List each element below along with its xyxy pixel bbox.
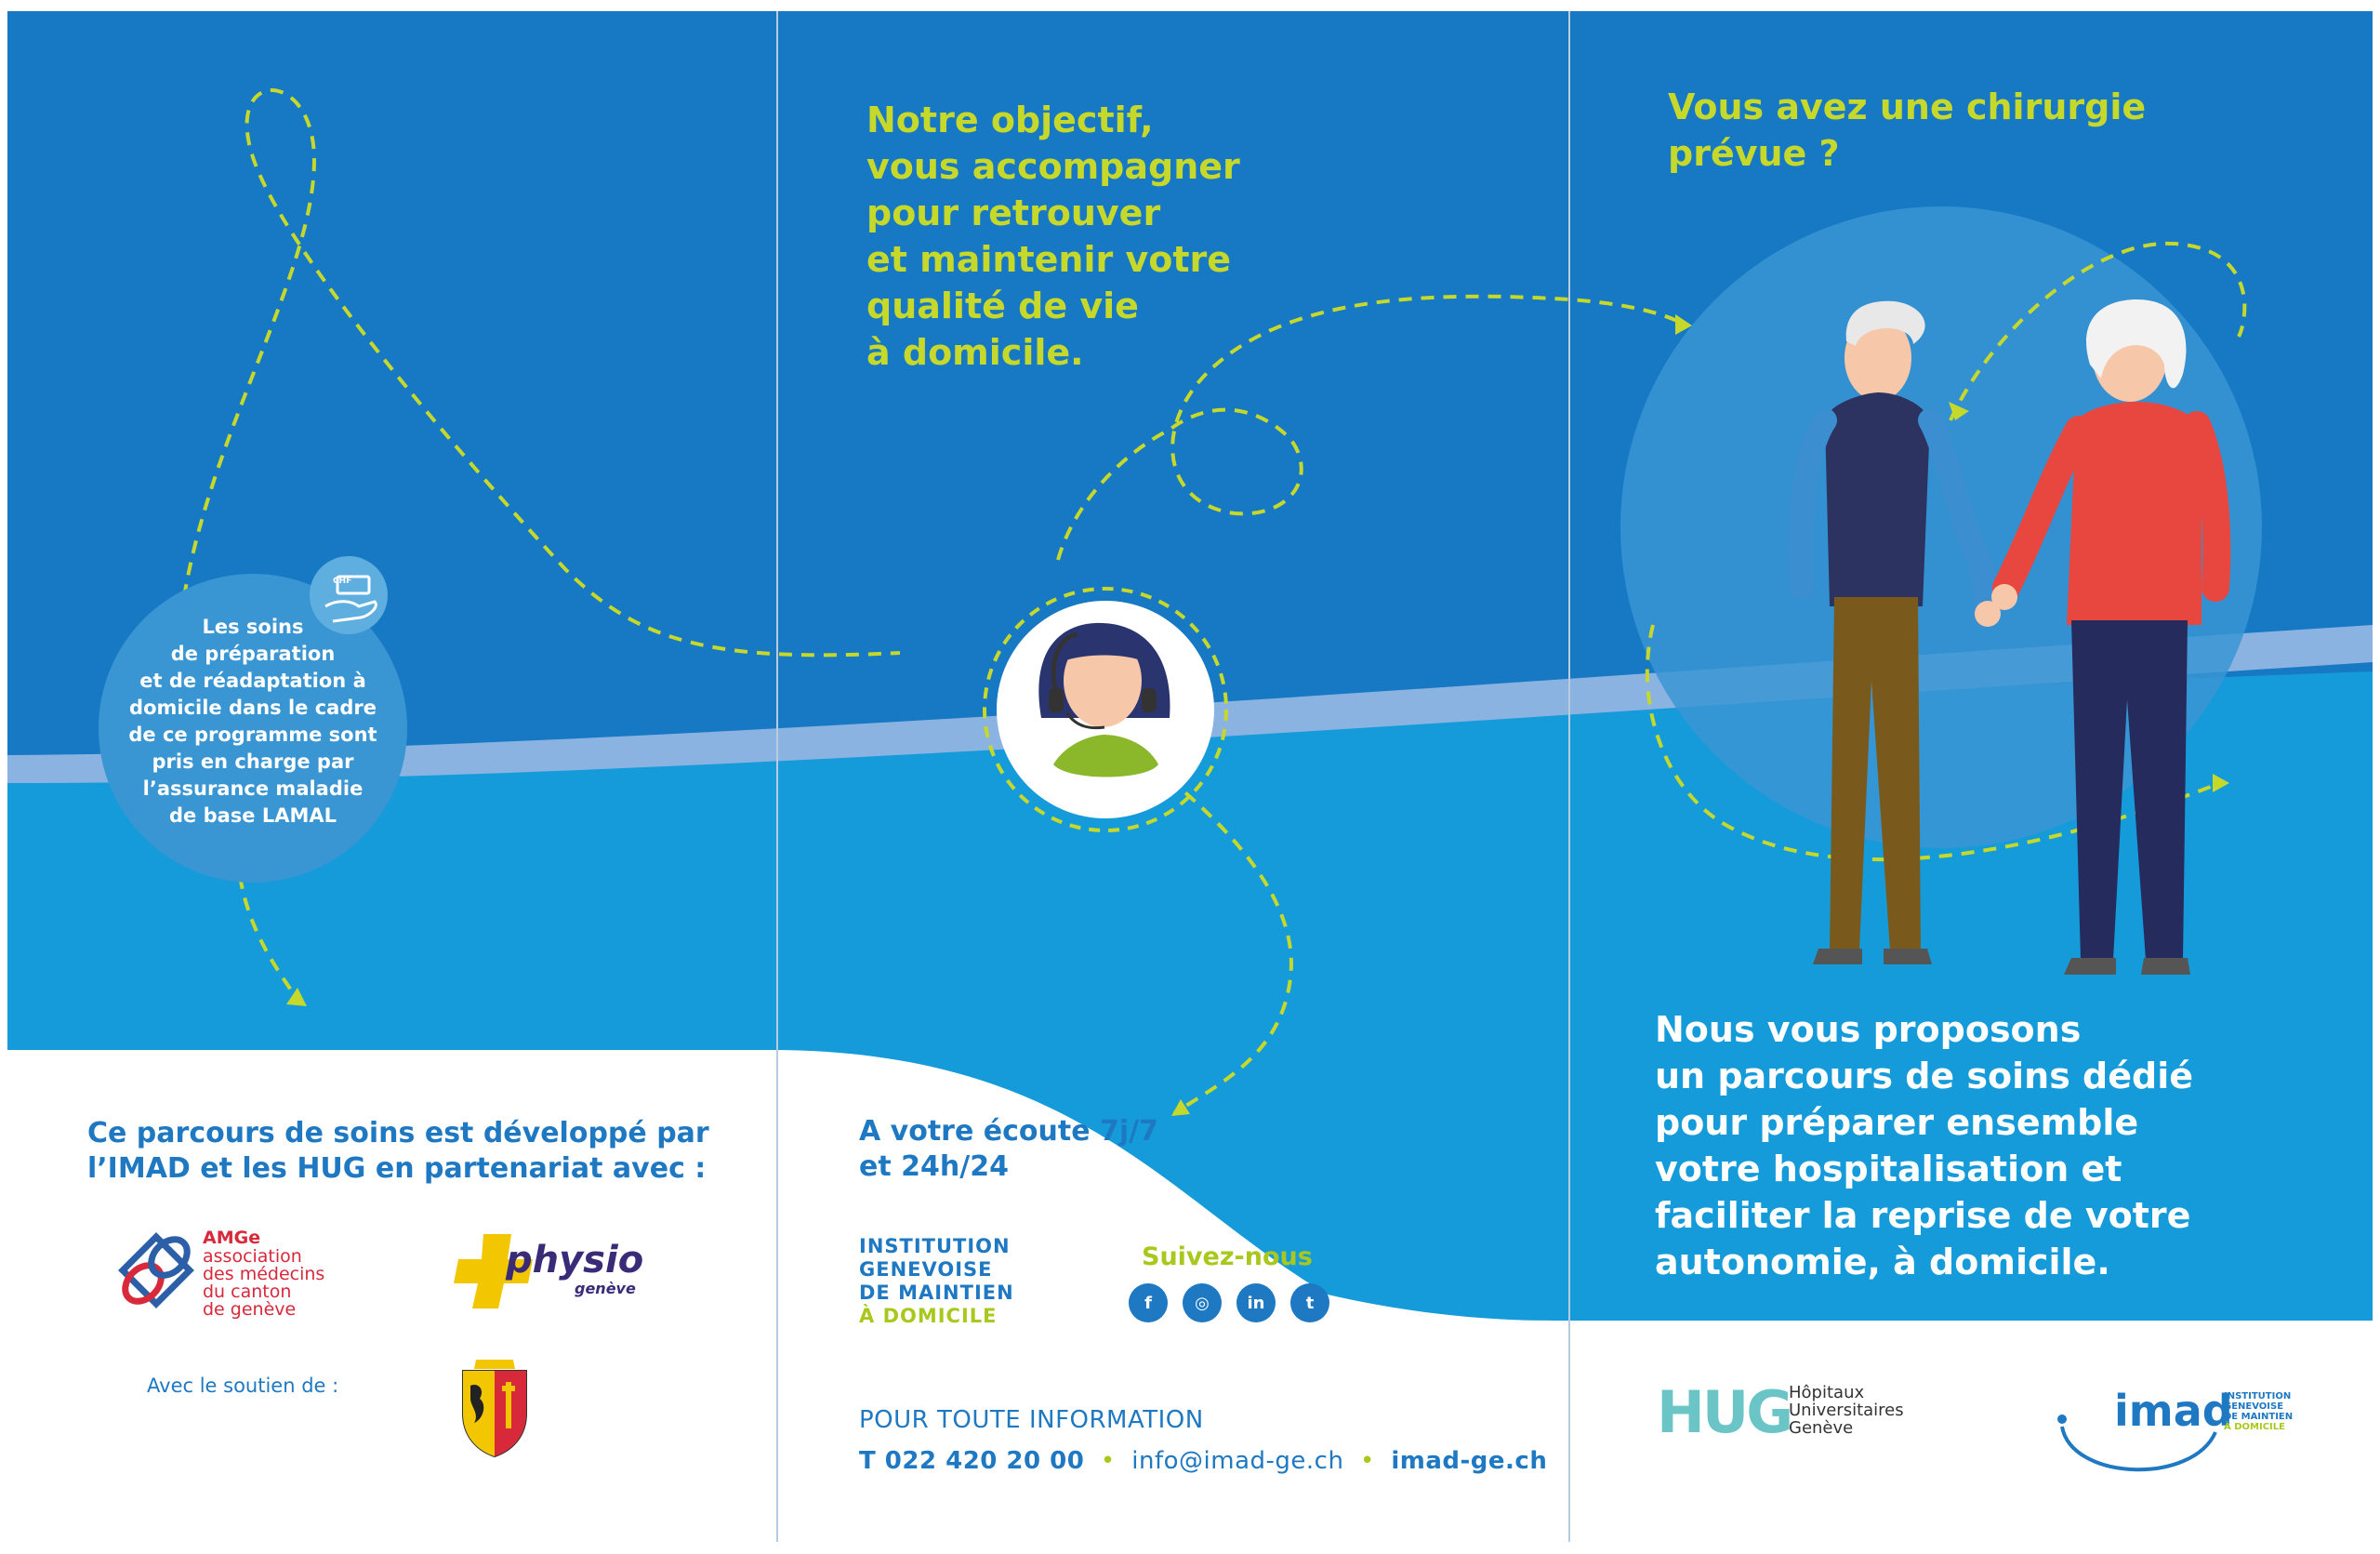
institution-name: INSTITUTION GENEVOISE DE MAINTIEN À DOMICILE [859,1235,1014,1327]
geneva-coat-of-arms-icon [457,1358,532,1460]
chf-label: CHF [333,577,352,586]
website-link[interactable]: imad-ge.ch [1391,1447,1548,1475]
twitter-icon[interactable]: t [1290,1283,1329,1322]
email-link[interactable]: info@imad-ge.ch [1131,1447,1344,1475]
support-label: Avec le soutien de : [147,1375,339,1397]
info-label: POUR TOUTE INFORMATION [859,1406,1204,1434]
surgery-question: Vous avez une chirurgie prévue ? [1668,86,2147,174]
imad-logo [2053,1378,2332,1508]
listen-heading: A votre écoute 7j/7 et 24h/24 [859,1115,1158,1183]
brochure-sheet [7,11,2373,1542]
amge-logo-mark [112,1226,201,1315]
hug-logo-mark: HUG [1657,1378,1792,1446]
imad-logo-text: imad [2114,1386,2233,1436]
info-circle-text: Les soins de préparation et de réadaptation à domicile dans le cadre de ce programme sont pris en charge par l’assurance maladie de base LAMAL [128,616,377,827]
geneva-logo [457,1358,643,1488]
hug-name: Hôpitaux Universitaires Genève [1789,1383,1904,1438]
follow-label: Suivez-nous [1142,1242,1313,1271]
amge-subtitle: association des médecins du canton de genève [203,1246,325,1320]
physio-logo [454,1220,677,1322]
physio-name: physio [506,1239,644,1282]
facebook-icon[interactable]: f [1129,1283,1168,1322]
imad-logo-subtitle: INSTITUTION GENEVOISE DE MAINTIEN À DOMICILE [2224,1391,2294,1432]
phone-number[interactable]: T 022 420 20 00 [859,1447,1085,1475]
objective-heading: Notre objectif, vous accompagner pour retrouver et maintenir votre qualité de vie à domicile. [866,100,1240,373]
linkedin-icon[interactable]: in [1236,1283,1276,1322]
amge-logo [112,1226,353,1319]
hug-logo [1657,1378,1936,1453]
physio-sub: genève [575,1280,636,1297]
contact-line: T 022 420 20 00 • info@imad-ge.ch • imad-ge.ch [859,1447,1548,1475]
instagram-icon[interactable]: ◎ [1183,1283,1222,1322]
amge-title: AMGe [203,1228,261,1248]
partners-heading: Ce parcours de soins est développé par l’IMAD et les HUG en partenariat avec : [87,1117,709,1185]
proposal-text: Nous vous proposons un parcours de soins dédié pour préparer ensemble votre hospitalisation et faciliter la reprise de votre autonomie, à domicile. [1655,1009,2194,1282]
